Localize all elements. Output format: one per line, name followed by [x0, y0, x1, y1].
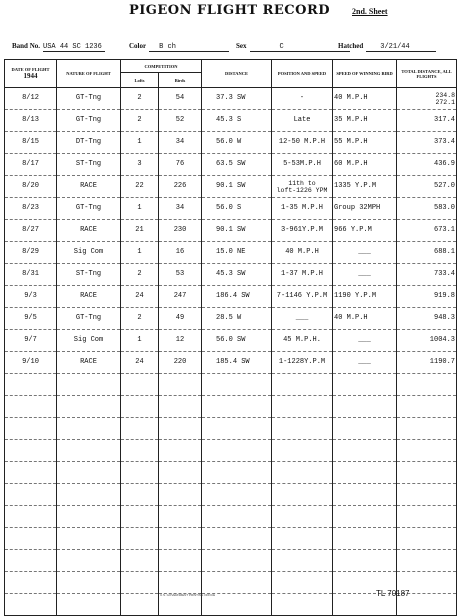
cell-lofts: 21 [121, 220, 159, 242]
col-winning-header: SPEED OF WINNING BIRD [333, 60, 397, 88]
blank-cell [5, 594, 57, 616]
color-field [129, 42, 229, 52]
cell-position: 1-1228Y.P.M [272, 352, 333, 374]
cell-total: 733.4 [397, 264, 457, 286]
blank-cell [397, 506, 457, 528]
cell-birds: 34 [159, 198, 202, 220]
cell-lofts: 3 [121, 154, 159, 176]
blank-cell [272, 396, 333, 418]
blank-cell [202, 484, 272, 506]
blank-cell [272, 594, 333, 616]
cell-total: 1190.7 [397, 352, 457, 374]
blank-cell [5, 418, 57, 440]
blank-cell [121, 528, 159, 550]
blank-cell [5, 550, 57, 572]
blank-cell [397, 396, 457, 418]
blank-cell [121, 594, 159, 616]
color-value: B ch [149, 43, 229, 52]
blank-cell [57, 528, 121, 550]
blank-cell [272, 528, 333, 550]
cell-lofts: 1 [121, 330, 159, 352]
cell-winning: 966 Y.P.M [333, 220, 397, 242]
blank-row [5, 440, 457, 462]
table-row [5, 154, 457, 176]
blank-cell [272, 572, 333, 594]
cell-distance: 90.1 SW [202, 176, 272, 198]
cell-lofts: 1 [121, 132, 159, 154]
cell-winning: 40 M.P.H [333, 308, 397, 330]
cell-winning: 55 M.P.H [333, 132, 397, 154]
blank-cell [202, 418, 272, 440]
cell-date: 8/27 [5, 220, 57, 242]
cell-distance: 37.3 SW [202, 88, 272, 110]
blank-row [5, 528, 457, 550]
cell-winning: 40 M.P.H [333, 88, 397, 110]
blank-cell [159, 418, 202, 440]
cell-total: 919.8 [397, 286, 457, 308]
cell-nature: RACE [57, 286, 121, 308]
cell-position: 12-50 M.P.H [272, 132, 333, 154]
sex-field [236, 42, 350, 52]
blank-row [5, 506, 457, 528]
blank-cell [397, 440, 457, 462]
blank-cell [202, 462, 272, 484]
cell-distance: 185.4 SW [202, 352, 272, 374]
blank-cell [159, 572, 202, 594]
blank-cell [333, 396, 397, 418]
cell-winning: ___ [333, 352, 397, 374]
sex-label: Sex [236, 42, 247, 50]
cell-birds: 12 [159, 330, 202, 352]
blank-cell [272, 550, 333, 572]
blank-cell [202, 374, 272, 396]
blank-cell [5, 572, 57, 594]
blank-cell [5, 396, 57, 418]
blank-cell [333, 418, 397, 440]
cell-date: 8/23 [5, 198, 57, 220]
cell-total: 673.1 [397, 220, 457, 242]
table-row [5, 330, 457, 352]
cell-position: 5-53M.P.H [272, 154, 333, 176]
year-label: 1944 [23, 72, 38, 80]
cell-nature: Sig Com [57, 242, 121, 264]
blank-cell [159, 396, 202, 418]
cell-distance: 63.5 SW [202, 154, 272, 176]
cell-distance: 56.0 W [202, 132, 272, 154]
cell-birds: 226 [159, 176, 202, 198]
cell-date: 8/20 [5, 176, 57, 198]
blank-cell [121, 484, 159, 506]
col-position-header: POSITION AND SPEED [272, 60, 333, 88]
hatched-label: Hatched [338, 42, 364, 50]
cell-distance: 15.0 NE [202, 242, 272, 264]
blank-cell [121, 374, 159, 396]
cell-total: 688.1 [397, 242, 457, 264]
cell-date: 8/13 [5, 110, 57, 132]
blank-row [5, 396, 457, 418]
blank-row [5, 462, 457, 484]
blank-cell [57, 396, 121, 418]
table-row [5, 264, 457, 286]
cell-lofts: 2 [121, 308, 159, 330]
cell-distance: 186.4 SW [202, 286, 272, 308]
blank-cell [272, 440, 333, 462]
cell-birds: 247 [159, 286, 202, 308]
cell-lofts: 1 [121, 242, 159, 264]
blank-cell [272, 374, 333, 396]
table-row [5, 220, 457, 242]
blank-cell [5, 462, 57, 484]
blank-cell [57, 484, 121, 506]
blank-cell [333, 528, 397, 550]
form-number: TL 70187 [376, 589, 410, 598]
cell-total: 583.0 [397, 198, 457, 220]
cell-winning: 1190 Y.P.M [333, 286, 397, 308]
blank-cell [121, 506, 159, 528]
blank-cell [397, 528, 457, 550]
table-row [5, 242, 457, 264]
cell-birds: 16 [159, 242, 202, 264]
cell-winning: 60 M.P.H [333, 154, 397, 176]
color-label: Color [129, 42, 147, 50]
cell-birds: 220 [159, 352, 202, 374]
table-body [5, 88, 457, 616]
cell-date: 8/15 [5, 132, 57, 154]
blank-cell [202, 550, 272, 572]
cell-nature: GT-Tng [57, 88, 121, 110]
blank-cell [333, 550, 397, 572]
blank-cell [5, 506, 57, 528]
blank-cell [202, 440, 272, 462]
cell-winning: ___ [333, 330, 397, 352]
cell-date: 9/10 [5, 352, 57, 374]
blank-cell [397, 462, 457, 484]
blank-cell [159, 484, 202, 506]
cell-lofts: 22 [121, 176, 159, 198]
blank-cell [5, 374, 57, 396]
cell-birds: 49 [159, 308, 202, 330]
cell-distance: 45.3 SW [202, 264, 272, 286]
cell-date: 8/12 [5, 88, 57, 110]
cell-date: 8/29 [5, 242, 57, 264]
blank-cell [159, 462, 202, 484]
cell-birds: 52 [159, 110, 202, 132]
blank-cell [57, 418, 121, 440]
blank-cell [57, 594, 121, 616]
table-row [5, 308, 457, 330]
cell-lofts: 24 [121, 286, 159, 308]
cell-lofts: 2 [121, 88, 159, 110]
cell-lofts: 2 [121, 264, 159, 286]
cell-nature: DT-Tng [57, 132, 121, 154]
cell-nature: RACE [57, 176, 121, 198]
blank-row [5, 418, 457, 440]
blank-row [5, 550, 457, 572]
table-row [5, 132, 457, 154]
col-competition-header: COMPETITION [121, 60, 202, 73]
cell-position: 40 M.P.H [272, 242, 333, 264]
blank-cell [333, 484, 397, 506]
cell-position: 7-1146 Y.P.M [272, 286, 333, 308]
blank-cell [121, 440, 159, 462]
cell-lofts: 1 [121, 198, 159, 220]
col-lofts-header: Lofts [121, 73, 159, 88]
blank-row [5, 374, 457, 396]
blank-cell [397, 374, 457, 396]
cell-distance: 28.5 W [202, 308, 272, 330]
cell-nature: GT-Tng [57, 308, 121, 330]
blank-cell [57, 462, 121, 484]
table-row [5, 88, 457, 110]
cell-position: 1-35 M.P.H [272, 198, 333, 220]
cell-total: 317.4 [397, 110, 457, 132]
cell-birds: 230 [159, 220, 202, 242]
blank-cell [202, 528, 272, 550]
cell-date: 8/31 [5, 264, 57, 286]
cell-nature: RACE [57, 352, 121, 374]
blank-row [5, 484, 457, 506]
cell-date: 9/5 [5, 308, 57, 330]
blank-cell [159, 506, 202, 528]
cell-birds: 53 [159, 264, 202, 286]
cell-winning: Group 32MPH [333, 198, 397, 220]
col-nature-header: NATURE OF FLIGHT [57, 60, 121, 88]
blank-cell [121, 396, 159, 418]
sheet-number: 2nd. Sheet [352, 7, 388, 16]
cell-position: 45 M.P.H. [272, 330, 333, 352]
band-value: USA 44 SC 1236 [43, 43, 105, 52]
cell-birds: 54 [159, 88, 202, 110]
cell-nature: GT-Tng [57, 198, 121, 220]
blank-cell [397, 484, 457, 506]
cell-nature: ST-Tng [57, 154, 121, 176]
blank-cell [333, 462, 397, 484]
cell-lofts: 2 [121, 110, 159, 132]
cell-position: Late [272, 110, 333, 132]
blank-cell [272, 418, 333, 440]
blank-cell [272, 506, 333, 528]
hatched-value: 3/21/44 [366, 43, 436, 52]
table-row [5, 352, 457, 374]
blank-cell [57, 440, 121, 462]
page-title: PIGEON FLIGHT RECORD [128, 3, 331, 18]
col-distance-header: DISTANCE [202, 60, 272, 88]
blank-cell [202, 572, 272, 594]
cell-nature: RACE [57, 220, 121, 242]
table-row [5, 176, 457, 198]
blank-cell [272, 462, 333, 484]
cell-position: 3-961Y.P.M [272, 220, 333, 242]
printer-imprint: U.S. GOVERNMENT PRINTING OFFICE [160, 593, 216, 597]
cell-distance: 56.0 SW [202, 330, 272, 352]
cell-total: 436.9 [397, 154, 457, 176]
col-birds-header: Birds [159, 73, 202, 88]
cell-distance: 90.1 SW [202, 220, 272, 242]
blank-cell [5, 528, 57, 550]
cell-position: 11th to loft-1226 YPM [272, 176, 333, 198]
cell-total: 1004.3 [397, 330, 457, 352]
cell-date: 8/17 [5, 154, 57, 176]
cell-total: 948.3 [397, 308, 457, 330]
cell-position: ___ [272, 308, 333, 330]
band-field [12, 42, 105, 52]
blank-cell [159, 440, 202, 462]
blank-cell [397, 550, 457, 572]
blank-cell [272, 484, 333, 506]
cell-nature: Sig Com [57, 330, 121, 352]
cell-winning: 1335 Y.P.M [333, 176, 397, 198]
col-date-header: DATE OF FLIGHT 1944 [5, 60, 57, 88]
cell-distance: 45.3 S [202, 110, 272, 132]
cell-distance: 56.0 S [202, 198, 272, 220]
blank-cell [397, 418, 457, 440]
cell-date: 9/7 [5, 330, 57, 352]
table-row [5, 286, 457, 308]
blank-cell [333, 506, 397, 528]
blank-cell [57, 550, 121, 572]
blank-cell [202, 396, 272, 418]
cell-nature: ST-Tng [57, 264, 121, 286]
blank-cell [121, 462, 159, 484]
blank-cell [333, 374, 397, 396]
cell-position: 1-37 M.P.H [272, 264, 333, 286]
table-header [5, 60, 457, 88]
blank-cell [5, 484, 57, 506]
blank-cell [333, 440, 397, 462]
cell-winning: ___ [333, 242, 397, 264]
cell-birds: 76 [159, 154, 202, 176]
cell-total: 373.4 [397, 132, 457, 154]
table-row [5, 198, 457, 220]
cell-lofts: 24 [121, 352, 159, 374]
col-total-header: TOTAL DISTANCE, ALL FLIGHTS [397, 60, 457, 88]
blank-cell [57, 374, 121, 396]
cell-date: 9/3 [5, 286, 57, 308]
band-label: Band No. [12, 42, 41, 50]
blank-cell [57, 506, 121, 528]
blank-cell [159, 528, 202, 550]
cell-winning: ___ [333, 264, 397, 286]
cell-birds: 34 [159, 132, 202, 154]
blank-cell [57, 572, 121, 594]
cell-position: - [272, 88, 333, 110]
cell-nature: GT-Tng [57, 110, 121, 132]
hatched-field [338, 42, 436, 52]
flight-table [4, 59, 457, 616]
cell-total: 234.8 272.1 [397, 88, 457, 110]
cell-winning: 35 M.P.H [333, 110, 397, 132]
table-row [5, 110, 457, 132]
cell-total: 527.0 [397, 176, 457, 198]
blank-cell [159, 550, 202, 572]
blank-cell [5, 440, 57, 462]
blank-cell [121, 418, 159, 440]
blank-cell [202, 506, 272, 528]
sex-value: C [250, 43, 350, 52]
blank-cell [121, 550, 159, 572]
blank-cell [121, 572, 159, 594]
blank-cell [159, 374, 202, 396]
